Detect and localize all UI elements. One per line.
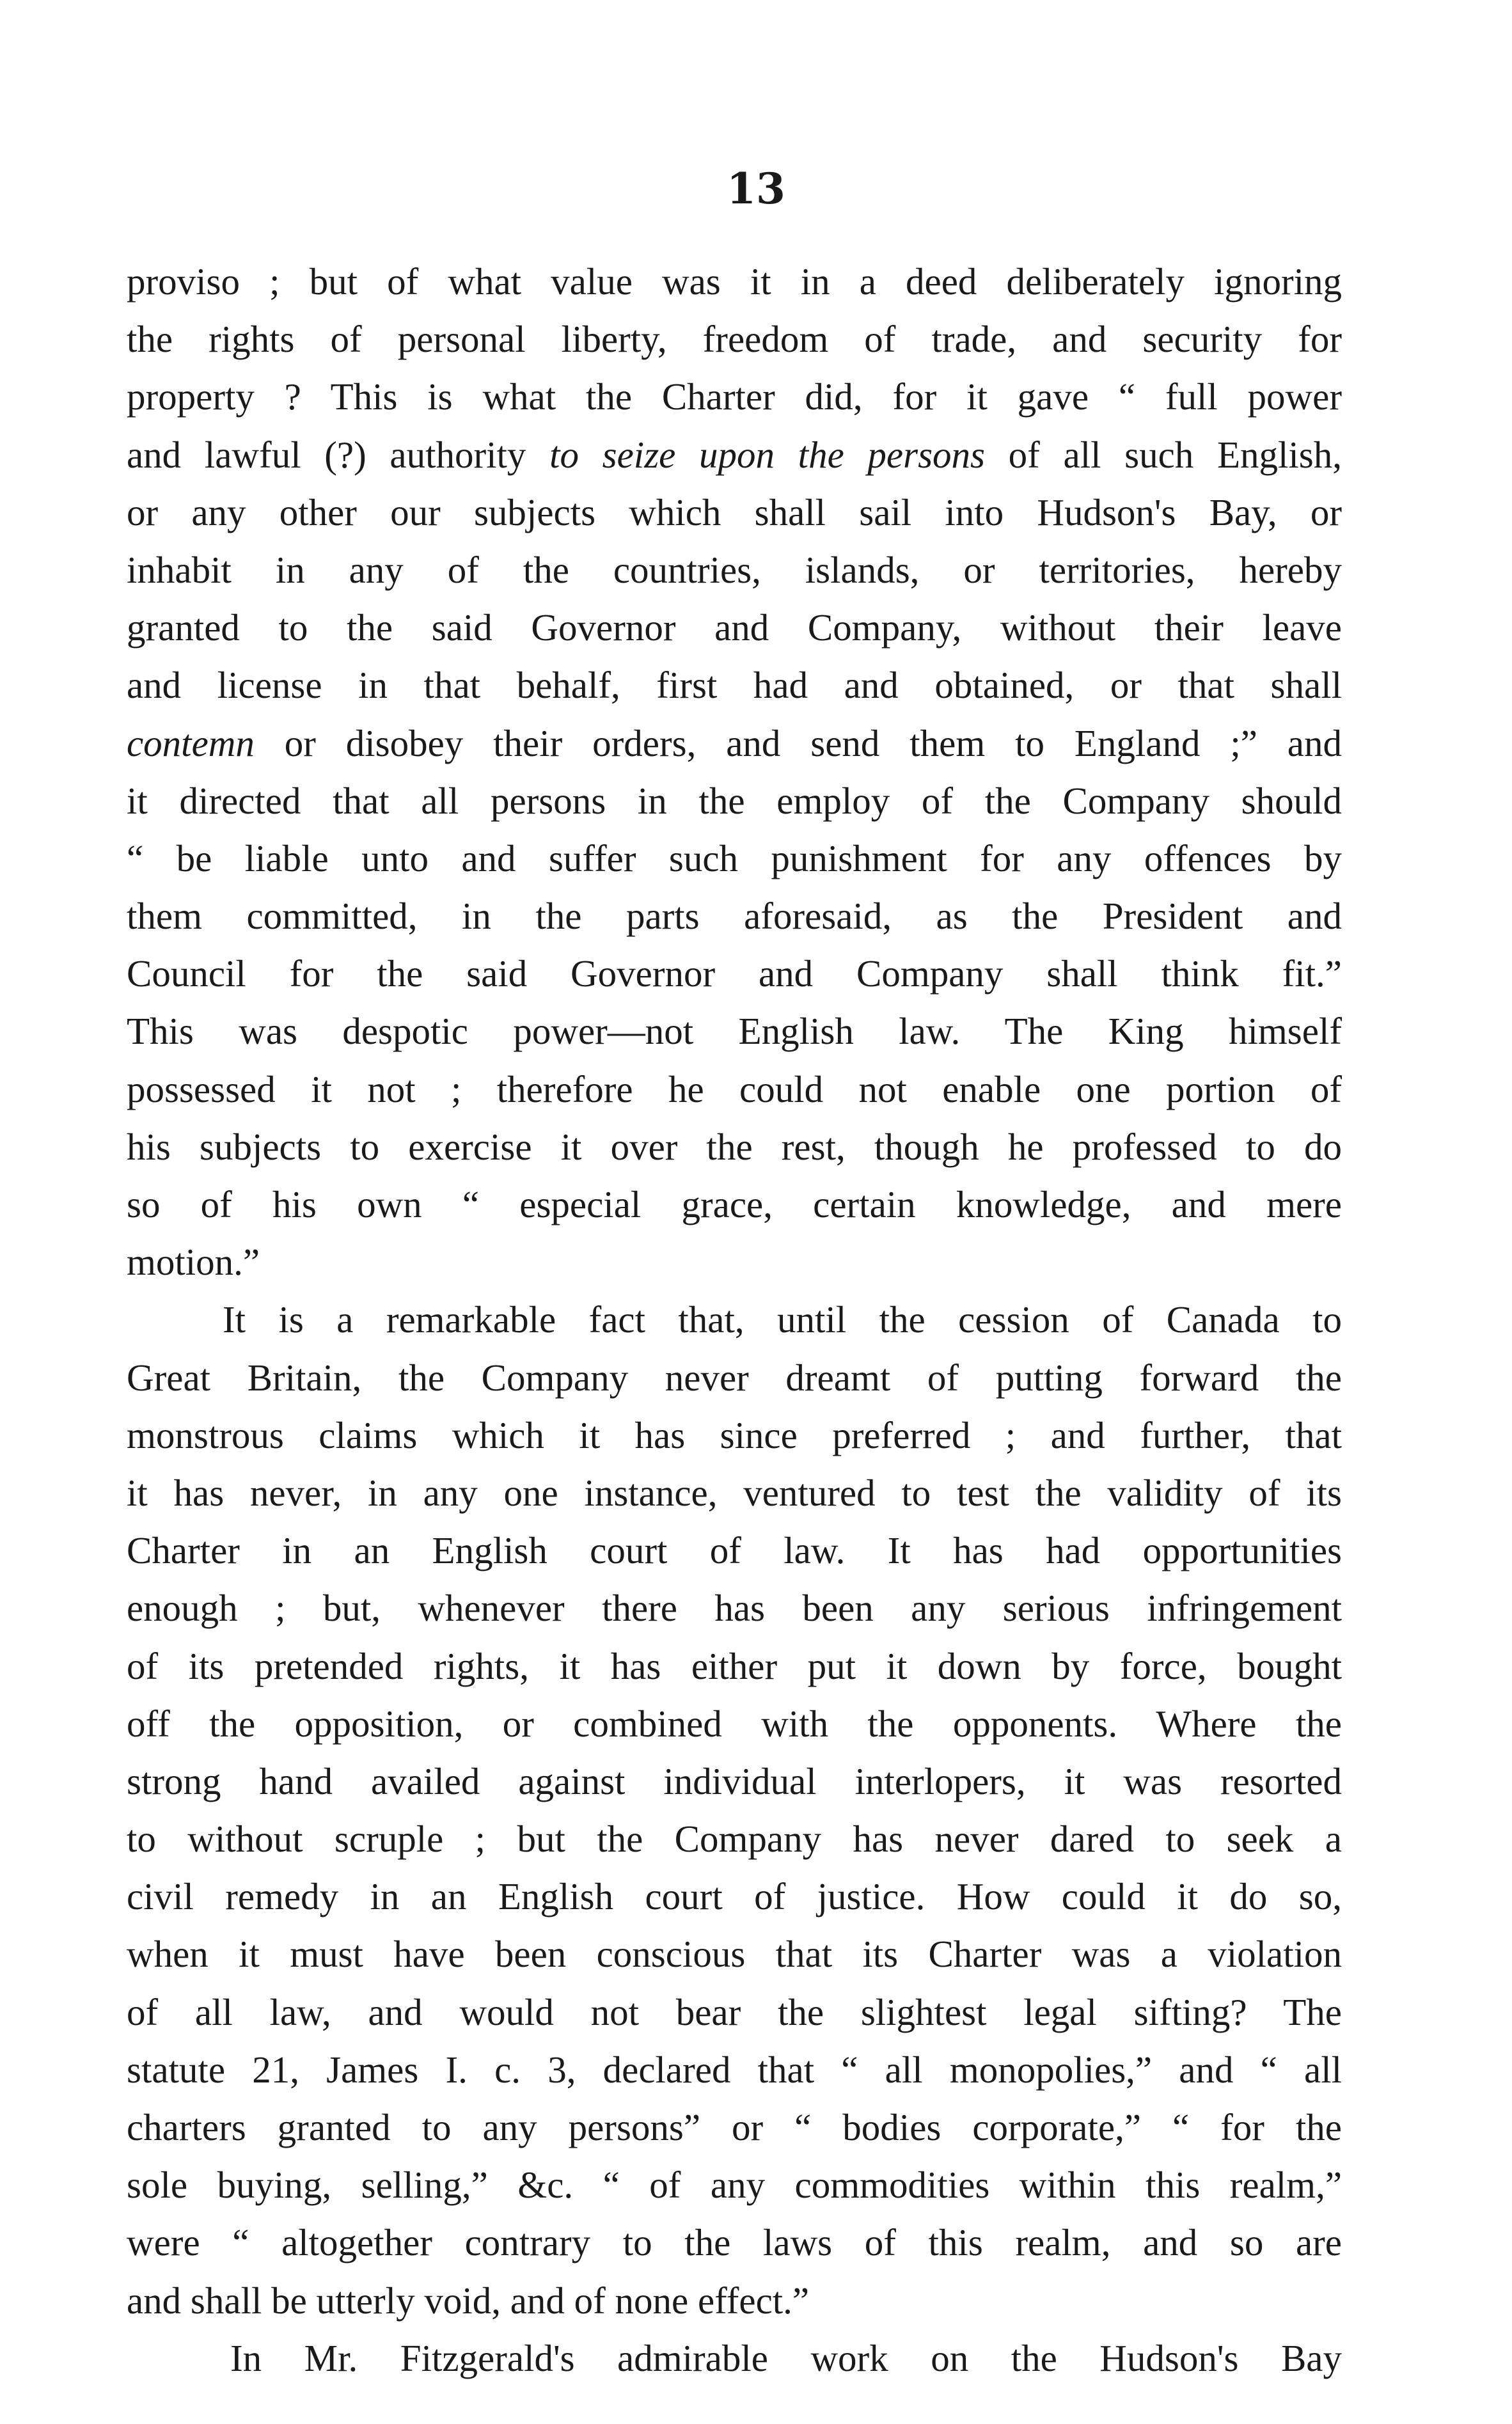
text-line bbox=[127, 1522, 1342, 1579]
page-number: 13 bbox=[727, 164, 785, 214]
text-segment: or disobey their orders, and send them to England ;” and bbox=[254, 721, 1342, 764]
text-segment: Great Britain, the Company never dreamt of putting forward the bbox=[127, 1356, 1342, 1399]
text-line bbox=[127, 1983, 1342, 2041]
text-segment: charters granted to any persons” or “ bodies corporate,” “ for the bbox=[127, 2106, 1342, 2148]
text-line bbox=[127, 426, 1342, 484]
text-segment: and license in that behalf, first had and obtained, or that shall bbox=[127, 664, 1342, 707]
text-line bbox=[127, 2214, 1342, 2271]
text-segment: statute 21, James I. c. 3, declared that “ all monopolies,” and “ all bbox=[127, 2048, 1342, 2091]
italic-text: to seize upon the persons bbox=[549, 433, 986, 476]
text-segment: to without scruple ; but the Company has never dared to seek a bbox=[127, 1818, 1342, 1861]
text-line bbox=[127, 1925, 1342, 1983]
text-line bbox=[127, 310, 1342, 368]
text-segment: or any other our subjects which shall sail into Hudson's Bay, or bbox=[127, 491, 1342, 533]
text-segment: off the opposition, or combined with the opponents. Where the bbox=[127, 1702, 1342, 1745]
text-line bbox=[127, 1233, 1342, 1291]
text-segment: Council for the said Governor and Company shall think fit.” bbox=[127, 952, 1342, 995]
text-line bbox=[127, 1810, 1342, 1868]
text-segment: the rights of personal liberty, freedom of trade, and security for bbox=[127, 318, 1342, 361]
text-segment: property ? This is what the Charter did, for it gave “ full power bbox=[127, 375, 1342, 418]
text-line bbox=[127, 599, 1342, 656]
text-line bbox=[127, 2098, 1342, 2156]
text-line bbox=[127, 1176, 1342, 1233]
text-line bbox=[127, 1002, 1342, 1060]
text-segment: his subjects to exercise it over the rest, though he professed to do bbox=[127, 1125, 1342, 1168]
text-line bbox=[127, 1406, 1342, 1464]
text-line bbox=[127, 1349, 1342, 1406]
text-segment: strong hand availed against individual interlopers, it was resorted bbox=[127, 1759, 1342, 1802]
text-line bbox=[127, 714, 1342, 772]
text-line bbox=[127, 2329, 1342, 2387]
text-line bbox=[127, 2272, 1342, 2329]
italic-text: contemn bbox=[127, 721, 255, 764]
text-segment: monstrous claims which it has since preferred ; and further, that bbox=[127, 1413, 1342, 1456]
text-segment: them committed, in the parts aforesaid, as the President and bbox=[127, 895, 1342, 938]
text-line bbox=[127, 1752, 1342, 1810]
text-segment: it has never, in any one instance, ventured to test the validity of its bbox=[127, 1471, 1342, 1514]
text-segment: civil remedy in an English court of justice. How could it do so, bbox=[127, 1875, 1342, 1918]
text-line bbox=[127, 253, 1342, 310]
text-segment: of all law, and would not bear the slightest legal sifting? The bbox=[127, 1990, 1342, 2033]
text-line bbox=[127, 1060, 1342, 1118]
text-line bbox=[127, 1868, 1342, 1925]
text-segment: of its pretended rights, it has either put it down by force, bought bbox=[127, 1644, 1342, 1687]
text-line bbox=[127, 2156, 1342, 2214]
body-text bbox=[127, 253, 1342, 2387]
text-line bbox=[127, 887, 1342, 945]
text-segment: it directed that all persons in the employ of the Company should bbox=[127, 779, 1342, 822]
text-line bbox=[127, 772, 1342, 830]
text-segment: “ be liable unto and suffer such punishment for any offences by bbox=[127, 837, 1342, 879]
text-segment: when it must have been conscious that its Charter was a violation bbox=[127, 1933, 1342, 1976]
text-line bbox=[127, 2041, 1342, 2098]
text-segment: inhabit in any of the countries, islands, or territories, hereby bbox=[127, 548, 1342, 591]
text-segment: and shall be utterly void, and of none effect.” bbox=[127, 2279, 810, 2322]
text-line bbox=[127, 1695, 1342, 1752]
text-line bbox=[127, 656, 1342, 714]
text-line bbox=[127, 1118, 1342, 1176]
text-segment: motion.” bbox=[127, 1241, 260, 1284]
text-segment: It is a remarkable fact that, until the cession of Canada to bbox=[223, 1298, 1342, 1341]
text-segment: enough ; but, whenever there has been any serious infringement bbox=[127, 1587, 1342, 1630]
text-segment: Charter in an English court of law. It has had opportunities bbox=[127, 1529, 1342, 1572]
text-segment: granted to the said Governor and Company, without their leave bbox=[127, 606, 1342, 649]
text-line bbox=[127, 1637, 1342, 1695]
text-line bbox=[127, 945, 1342, 1002]
text-line bbox=[127, 368, 1342, 425]
text-line bbox=[127, 1579, 1342, 1637]
text-segment: sole buying, selling,” &c. “ of any commodities within this realm,” bbox=[127, 2164, 1342, 2207]
text-segment: so of his own “ especial grace, certain knowledge, and mere bbox=[127, 1183, 1342, 1225]
text-segment: and lawful (?) authority bbox=[127, 433, 550, 476]
text-line bbox=[127, 1464, 1342, 1522]
text-line bbox=[127, 1291, 1342, 1348]
text-segment: were “ altogether contrary to the laws of this realm, and so are bbox=[127, 2221, 1342, 2264]
text-segment: of all such English, bbox=[985, 433, 1342, 476]
text-segment: In Mr. Fitzgerald's admirable work on the Hudson's Bay bbox=[230, 2336, 1342, 2379]
text-line bbox=[127, 830, 1342, 887]
text-segment: This was despotic power—not English law. The King himself bbox=[127, 1010, 1342, 1053]
text-segment: proviso ; but of what value was it in a deed deliberately ignoring bbox=[127, 260, 1342, 303]
text-line bbox=[127, 541, 1342, 599]
text-segment: possessed it not ; therefore he could not enable one portion of bbox=[127, 1067, 1342, 1110]
text-line bbox=[127, 484, 1342, 541]
